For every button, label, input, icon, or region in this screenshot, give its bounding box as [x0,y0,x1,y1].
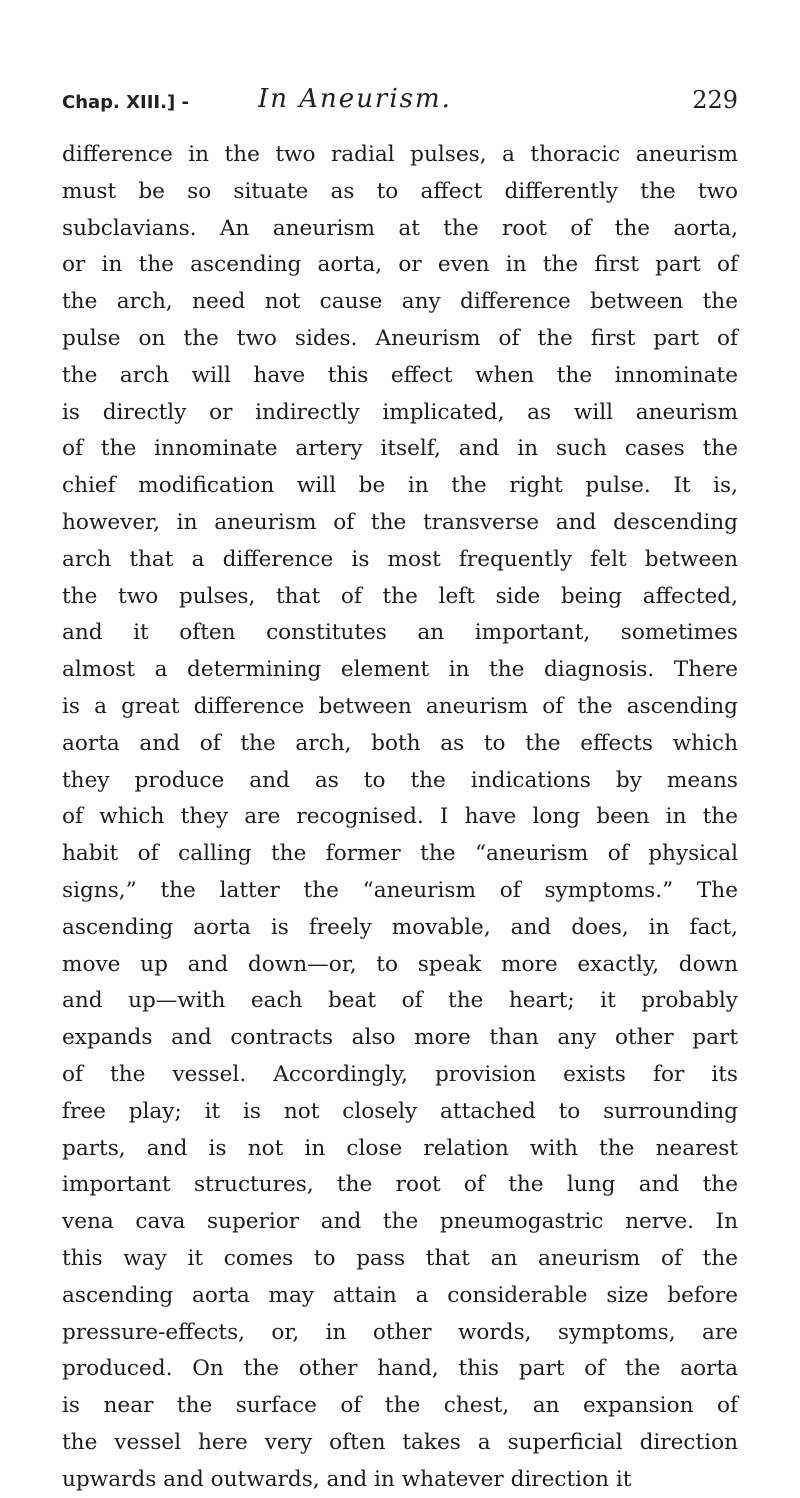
text-line: however, in aneurism of the transverse and descending [62,509,738,535]
body-text [62,137,738,1498]
text-line: subclavians. An aneurism at the root of the aorta, [62,215,738,241]
text-line: signs,” the latter the “aneurism of symptoms.” The [62,877,738,903]
text-line: they produce and as to the indications by means [62,767,738,793]
running-header [62,84,738,124]
text-line: the two pulses, that of the left side being affected, [62,583,738,609]
text-line: produced. On the other hand, this part of the aorta [62,1356,738,1382]
page-number: 229 [692,86,738,114]
text-line: ascending aorta may attain a considerable size before [62,1282,738,1308]
text-line: important structures, the root of the lung and the [62,1172,738,1198]
text-line: is near the surface of the chest, an expansion of [62,1393,738,1419]
text-line: expands and contracts also more than any other part [62,1025,738,1051]
text-line: move up and down—or, to speak more exactly, down [62,951,738,977]
text-line: or in the ascending aorta, or even in the first part of [62,252,738,278]
chapter-label: Chap. XIII.] ‑ [62,92,189,113]
text-line: parts, and is not in close relation with the nearest [62,1135,738,1161]
text-line: ascending aorta is freely movable, and does, in fact, [62,914,738,940]
text-line: is directly or indirectly implicated, as will aneurism [62,399,738,425]
text-line: of the innominate artery itself, and in such cases the [62,436,738,462]
text-line: of the vessel. Accordingly, provision exists for its [62,1061,738,1087]
text-line: pressure-effects, or, in other words, symptoms, are [62,1319,738,1345]
text-line: upwards and outwards, and in whatever direction it [62,1466,632,1492]
text-line: free play; it is not closely attached to surrounding [62,1098,738,1124]
text-line: vena cava superior and the pneumogastric nerve. In [62,1209,738,1235]
text-line: chief modification will be in the right pulse. It is, [62,473,738,499]
text-line: difference in the two radial pulses, a thoracic aneurism [62,142,738,167]
text-line: arch that a difference is most frequently felt between [62,546,738,572]
text-line: and it often constitutes an important, sometimes [62,620,738,646]
running-title: In Aneurism. [258,84,452,114]
text-line: the vessel here very often takes a superficial direction [62,1429,738,1455]
text-line: of which they are recognised. I have long been in the [62,804,738,830]
text-line: aorta and of the arch, both as to the effects which [62,730,738,756]
text-line: and up—with each beat of the heart; it probably [62,988,738,1014]
text-line: the arch, need not cause any difference between the [62,289,738,315]
text-line: the arch will have this effect when the innominate [62,362,738,388]
text-line: is a great difference between aneurism of the ascending [62,693,738,719]
text-line: habit of calling the former the “aneurism of physical [62,841,738,867]
text-line: pulse on the two sides. Aneurism of the first part of [62,325,738,351]
text-line: this way it comes to pass that an aneurism of the [62,1245,738,1271]
text-line: must be so situate as to affect differently the two [62,178,738,204]
text-line: almost a determining element in the diagnosis. There [62,657,738,683]
